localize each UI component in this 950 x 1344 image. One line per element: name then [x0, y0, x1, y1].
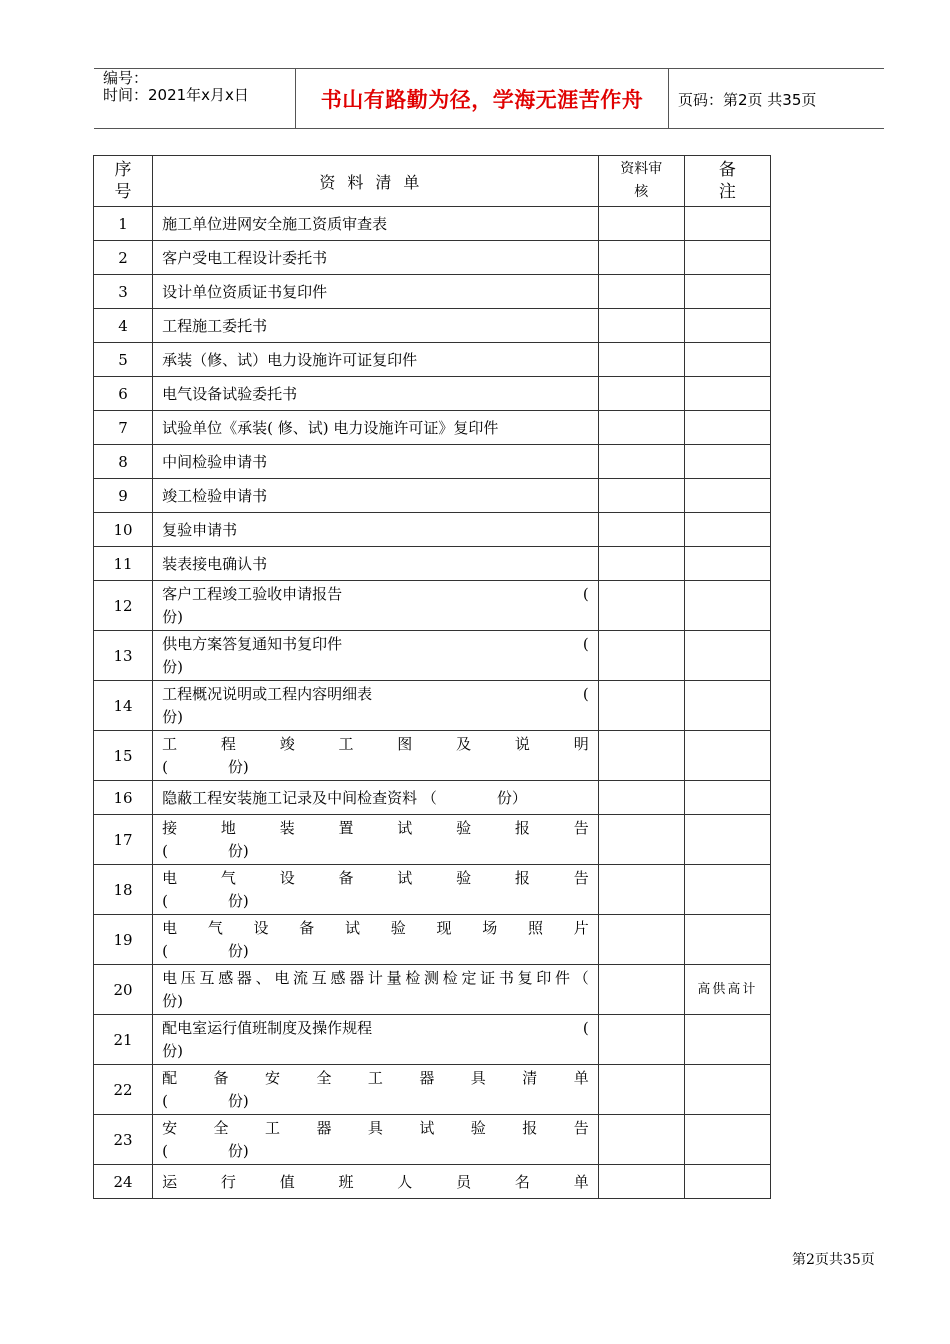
row-number: 4 — [94, 309, 153, 343]
row-item: 运行值班人员名单 — [153, 1165, 599, 1199]
row-item: 客户工程竣工验收申请报告 ( 份) — [153, 581, 599, 631]
row-item: 客户受电工程设计委托书 — [153, 241, 599, 275]
row-note-cell — [684, 343, 770, 377]
row-item: 电压互感器、电流互感器计量检测检定证书复印件（ 份) — [153, 965, 599, 1015]
row-item: 电气设备试验委托书 — [153, 377, 599, 411]
row-note-cell: 高供高计 — [684, 965, 770, 1015]
table-row — [94, 815, 771, 865]
row-review-cell — [598, 1015, 684, 1065]
row-item: 承装（修、试）电力设施许可证复印件 — [153, 343, 599, 377]
table-row — [94, 241, 771, 275]
row-number: 2 — [94, 241, 153, 275]
row-note-cell — [684, 1115, 770, 1165]
header-meta — [103, 70, 249, 104]
row-note-cell — [684, 731, 770, 781]
row-note-cell — [684, 377, 770, 411]
row-note-cell — [684, 513, 770, 547]
row-number: 17 — [94, 815, 153, 865]
row-review-cell — [598, 207, 684, 241]
row-item: 接地装置试验报告 ( 份) — [153, 815, 599, 865]
row-number: 12 — [94, 581, 153, 631]
row-review-cell — [598, 513, 684, 547]
header-bottom-rule — [94, 128, 884, 129]
row-item: 施工单位进网安全施工资质审查表 — [153, 207, 599, 241]
row-note-cell — [684, 207, 770, 241]
row-review-cell — [598, 1165, 684, 1199]
row-review-cell — [598, 681, 684, 731]
row-number: 5 — [94, 343, 153, 377]
row-item: 设计单位资质证书复印件 — [153, 275, 599, 309]
row-note-cell — [684, 815, 770, 865]
table-row — [94, 1115, 771, 1165]
header-note: 备 注 — [684, 156, 770, 207]
row-review-cell — [598, 1115, 684, 1165]
row-review-cell — [598, 411, 684, 445]
table-header-row — [94, 156, 771, 207]
row-item: 装表接电确认书 — [153, 547, 599, 581]
row-note-cell — [684, 1015, 770, 1065]
row-number: 7 — [94, 411, 153, 445]
row-number: 13 — [94, 631, 153, 681]
row-number: 9 — [94, 479, 153, 513]
row-note-cell — [684, 781, 770, 815]
table-row — [94, 377, 771, 411]
row-review-cell — [598, 377, 684, 411]
row-item: 配电室运行值班制度及操作规程 ( 份) — [153, 1015, 599, 1065]
header-review: 资料审 核 — [598, 156, 684, 207]
header-item: 资料清单 — [153, 156, 599, 207]
row-review-cell — [598, 343, 684, 377]
header-separator — [668, 68, 669, 128]
row-number: 22 — [94, 1065, 153, 1115]
table-row — [94, 547, 771, 581]
row-item: 复验申请书 — [153, 513, 599, 547]
row-item: 竣工检验申请书 — [153, 479, 599, 513]
header-page-number: 页码：第2页 共35页 — [678, 91, 817, 109]
row-note-cell — [684, 547, 770, 581]
row-review-cell — [598, 631, 684, 681]
row-note-cell — [684, 1065, 770, 1115]
row-review-cell — [598, 731, 684, 781]
row-number: 15 — [94, 731, 153, 781]
row-number: 21 — [94, 1015, 153, 1065]
row-note-cell — [684, 275, 770, 309]
table-row — [94, 513, 771, 547]
row-review-cell — [598, 309, 684, 343]
table-row — [94, 631, 771, 681]
table-row — [94, 275, 771, 309]
row-note-cell — [684, 241, 770, 275]
row-note-cell — [684, 681, 770, 731]
table-row — [94, 1165, 771, 1199]
row-number: 10 — [94, 513, 153, 547]
table-row — [94, 1015, 771, 1065]
row-item: 工程概况说明或工程内容明细表 ( 份) — [153, 681, 599, 731]
row-number: 8 — [94, 445, 153, 479]
row-number: 14 — [94, 681, 153, 731]
row-review-cell — [598, 581, 684, 631]
row-item: 试验单位《承装( 修、试) 电力设施许可证》复印件 — [153, 411, 599, 445]
table-row — [94, 479, 771, 513]
row-number: 11 — [94, 547, 153, 581]
row-review-cell — [598, 241, 684, 275]
row-note-cell — [684, 479, 770, 513]
row-number: 20 — [94, 965, 153, 1015]
row-number: 19 — [94, 915, 153, 965]
row-number: 18 — [94, 865, 153, 915]
row-item: 隐蔽工程安装施工记录及中间检查资料 （ 份） — [153, 781, 599, 815]
header-motto: 书山有路勤为径，学海无涯苦作舟 — [320, 88, 644, 112]
row-item: 电气设备试验报告 ( 份) — [153, 865, 599, 915]
footer-page-number: 第2页共35页 — [792, 1252, 875, 1268]
row-review-cell — [598, 479, 684, 513]
table-row — [94, 445, 771, 479]
table-row — [94, 731, 771, 781]
table-row — [94, 865, 771, 915]
document-checklist-table — [93, 155, 771, 1199]
row-note-cell — [684, 865, 770, 915]
row-review-cell — [598, 275, 684, 309]
table-row — [94, 965, 771, 1015]
row-note-cell — [684, 631, 770, 681]
header-top-rule — [94, 68, 884, 69]
row-review-cell — [598, 547, 684, 581]
row-item: 安全工器具试验报告 ( 份) — [153, 1115, 599, 1165]
row-item: 电气设备试验现场照片 ( 份) — [153, 915, 599, 965]
row-review-cell — [598, 915, 684, 965]
row-number: 6 — [94, 377, 153, 411]
time-label: 时间：2021年x月x日 — [103, 86, 249, 104]
table-row — [94, 1065, 771, 1115]
row-review-cell — [598, 965, 684, 1015]
table-row — [94, 207, 771, 241]
table-row — [94, 581, 771, 631]
row-number: 1 — [94, 207, 153, 241]
row-note-cell — [684, 309, 770, 343]
table-row — [94, 915, 771, 965]
row-number: 24 — [94, 1165, 153, 1199]
table-row — [94, 681, 771, 731]
row-review-cell — [598, 445, 684, 479]
row-note-cell — [684, 915, 770, 965]
row-item: 工程施工委托书 — [153, 309, 599, 343]
row-note-cell — [684, 1165, 770, 1199]
table-row — [94, 411, 771, 445]
header-no: 序 号 — [94, 156, 153, 207]
row-review-cell — [598, 781, 684, 815]
row-note-cell — [684, 581, 770, 631]
code-label: 编号： — [103, 69, 149, 87]
row-item: 中间检验申请书 — [153, 445, 599, 479]
row-note-cell — [684, 445, 770, 479]
table-row — [94, 309, 771, 343]
row-item: 配备安全工器具清单 ( 份) — [153, 1065, 599, 1115]
row-number: 3 — [94, 275, 153, 309]
row-item: 工程竣工图及说明 ( 份) — [153, 731, 599, 781]
row-number: 23 — [94, 1115, 153, 1165]
row-review-cell — [598, 865, 684, 915]
row-item: 供电方案答复通知书复印件 ( 份) — [153, 631, 599, 681]
row-note-cell — [684, 411, 770, 445]
table-row — [94, 343, 771, 377]
table-row — [94, 781, 771, 815]
row-review-cell — [598, 1065, 684, 1115]
row-review-cell — [598, 815, 684, 865]
row-number: 16 — [94, 781, 153, 815]
